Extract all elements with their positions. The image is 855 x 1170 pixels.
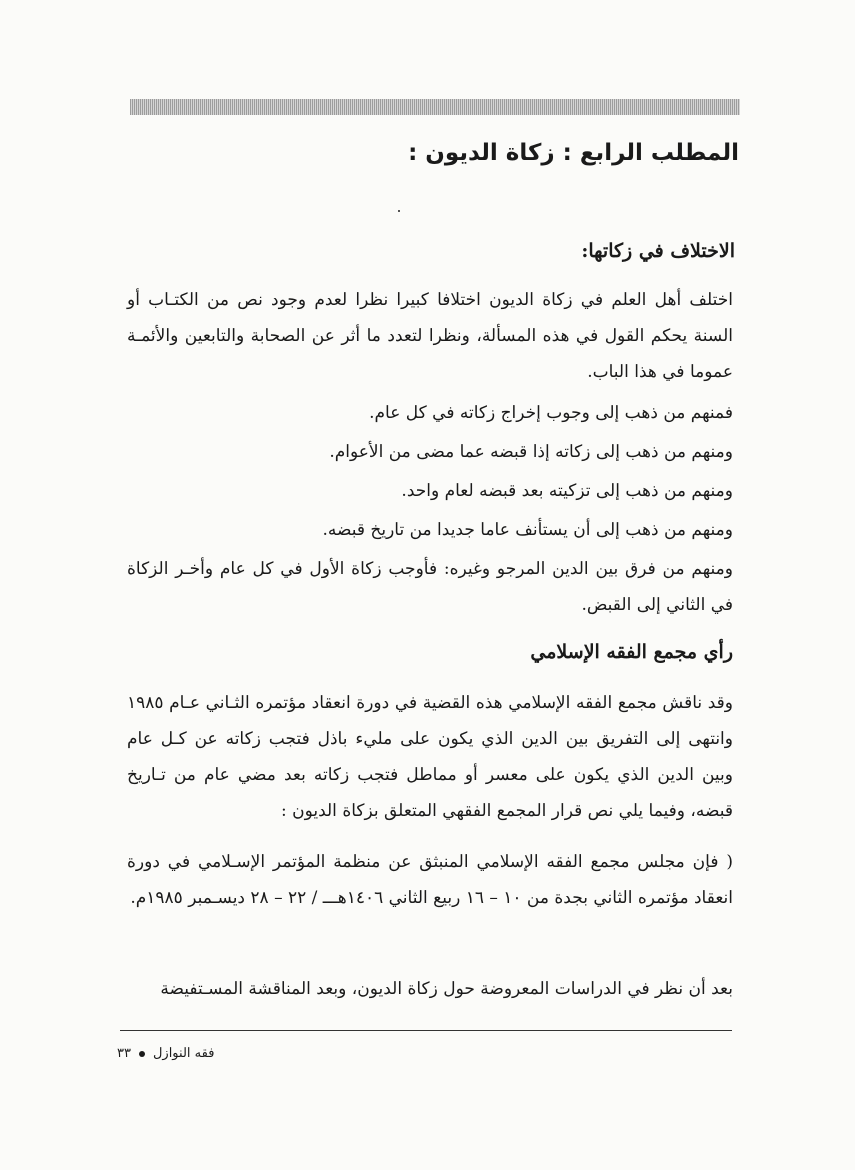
footer-rule (120, 1030, 732, 1031)
intro-paragraph: اختلف أهل العلم في زكاة الديون اختلافا كبيرا نظرا لعدم وجود نص من الكتـاب أو السنة يحكم القول في هذه المسألة، ونظرا لتعدد ما أثر عن الصحابة والتابعين والأئمـة عموما في هذا الباب. (127, 290, 733, 382)
opinion-line: ومنهم من ذهب إلى أن يستأنف عاما جديدا من تاريخ قبضه. (322, 520, 733, 540)
opinion-line: فمنهم من ذهب إلى وجوب إخراج زكاته في كل عام. (369, 403, 733, 423)
footer-book-title: فقه النوازل (152, 1046, 215, 1061)
section-heading-fiqh-council: رأي مجمع الفقه الإسلامي (530, 641, 733, 663)
after-paragraph: بعد أن نظر في الدراسات المعروضة حول زكاة الديون، وبعد المناقشة المسـتفيضة (160, 979, 733, 999)
bullet-icon (139, 1051, 145, 1057)
opinion-line: ومنهم من ذهب إلى زكاته إذا قبضه عما مضى من الأعوام. (329, 442, 733, 462)
ink-speck (398, 210, 400, 212)
page-footer (117, 1046, 214, 1061)
council-paragraph: وقد ناقش مجمع الفقه الإسلامي هذه القضية في دورة انعقاد مؤتمره الثـاني عـام ١٩٨٥ وانتهى إلى التفريق بين الدين الذي يكون على مليء باذل فتجب زكاته عن كـل عام وبين الدين الذي يكون على معسر أو مماطل فتجب زكاته بعد مضي عام من تـاريخ قبضه، وفيما يلي نص قرار المجمع الفقهي المتعلق بزكاة الديون : (127, 693, 733, 821)
opinion-line: ومنهم من ذهب إلى تزكيته بعد قبضه لعام واحد. (401, 481, 733, 501)
page-title: المطلب الرابع : زكاة الديون : (408, 140, 739, 166)
last-opinion-paragraph: ومنهم من فرق بين الدين المرجو وغيره: فأوجب زكاة الأول في كل عام وأخـر الزكاة في الثاني إلى القبض. (127, 559, 733, 615)
resolution-quote: ( فإن مجلس مجمع الفقه الإسلامي المنبثق عن منظمة المؤتمر الإسـلامي في دورة انعقاد مؤتمره الثاني بجدة من ١٠ – ١٦ ربيع الثاني ١٤٠٦هـــ / ٢٢ – ٢٨ ديسـمبر ١٩٨٥م. (127, 852, 733, 908)
page-number: ٣٣ (117, 1046, 131, 1061)
section-heading-disagreement: الاختلاف في زكاتها: (581, 240, 735, 262)
header-band (130, 99, 740, 115)
